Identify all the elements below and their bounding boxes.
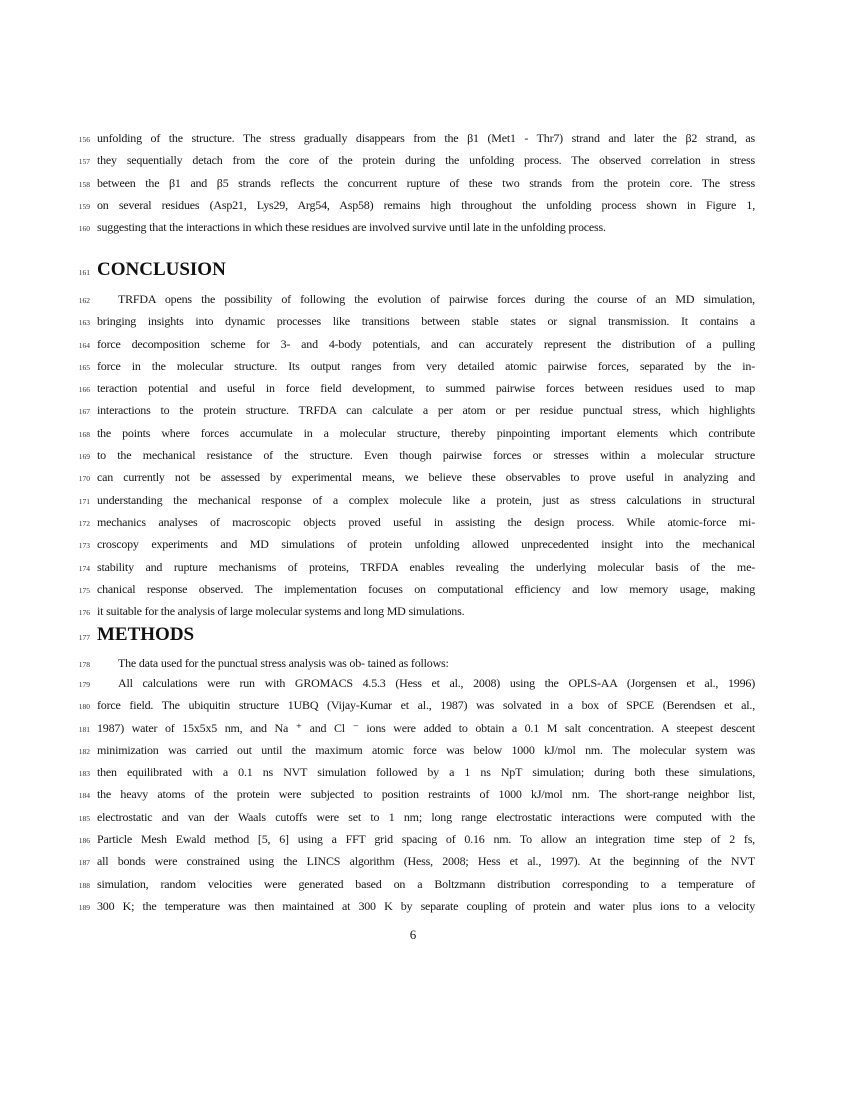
line-text: the heavy atoms of the protein were subjected to position restraints of 1000 kJ/mol nm. The short-range neighbor list, — [97, 787, 755, 802]
text-line — [71, 311, 755, 333]
text-line — [71, 445, 755, 467]
line-text: can currently not be assessed by experimental means, we believe these observables to prove useful in analyzing and — [97, 470, 755, 485]
line-number: 179 — [78, 680, 90, 689]
section-heading-methods — [71, 623, 755, 650]
text-line — [71, 490, 755, 512]
line-number: 173 — [78, 541, 90, 551]
line-text: All calculations were run with GROMACS 4.5.3 (Hess et al., 2008) using the OPLS-AA (Jorgensen et al., 1996) — [118, 676, 755, 690]
line-number: 175 — [78, 585, 90, 595]
line-text: it suitable for the analysis of large molecular systems and long MD simulations. — [97, 604, 465, 619]
text-line — [71, 173, 755, 195]
text-line — [71, 784, 755, 806]
text-line — [71, 334, 755, 356]
text-line — [71, 807, 755, 829]
line-number: 178 — [78, 660, 90, 669]
line-text: on several residues (Asp21, Lys29, Arg54, Asp58) remains high throughout the unfolding process shown in Figure 1, — [97, 197, 755, 212]
line-number: 174 — [78, 563, 90, 573]
paragraph-conclusion — [71, 289, 755, 623]
paragraph-methods-body — [71, 673, 755, 918]
text-line — [71, 673, 755, 695]
line-number: 183 — [78, 769, 90, 779]
line-text: all bonds were constrained using the LINCS algorithm (Hess, 2008; Hess et al., 1997). At the beginning of the NVT — [97, 854, 755, 869]
text-line — [71, 467, 755, 489]
line-number: 156 — [78, 135, 90, 144]
line-number: 164 — [78, 340, 90, 350]
line-number: 180 — [78, 702, 90, 712]
line-number: 169 — [78, 452, 90, 462]
line-number: 188 — [78, 880, 90, 890]
line-number: 163 — [78, 318, 90, 328]
line-number: 159 — [78, 201, 90, 211]
section-heading-conclusion — [71, 258, 755, 285]
text-line — [71, 128, 755, 150]
line-text: between the β1 and β5 strands reflects the concurrent rupture of these two strands from the protein core. The stress — [97, 175, 755, 190]
line-number: 185 — [78, 813, 90, 823]
line-text: teraction potential and useful in force field development, to summed pairwise forces between residues used to map — [97, 381, 755, 396]
line-text: Particle Mesh Ewald method [5, 6] using a FFT grid spacing of 0.16 nm. To allow an integration time step of 2 fs, — [97, 832, 755, 847]
line-text: to the mechanical resistance of the structure. Even though pairwise forces or stresses within a molecular structure — [97, 448, 755, 463]
text-line — [71, 829, 755, 851]
line-number: 158 — [78, 179, 90, 189]
line-text: minimization was carried out until the maximum atomic force was below 1000 kJ/mol nm. The molecular system was — [97, 742, 755, 757]
line-number: 160 — [78, 224, 90, 234]
line-text: mechanics analyses of macroscopic objects proved useful in assisting the design process. While atomic-force mi- — [97, 514, 755, 529]
line-text: they sequentially detach from the core of the protein during the unfolding process. The observed correlation in stress — [97, 153, 755, 168]
text-line — [71, 740, 755, 762]
line-number: 176 — [78, 608, 90, 618]
line-text: TRFDA opens the possibility of following the evolution of pairwise forces during the course of an MD simulation, — [118, 292, 755, 306]
text-line — [71, 695, 755, 717]
conclusion-heading: CONCLUSION — [97, 259, 226, 280]
text-line — [71, 762, 755, 784]
line-number: 170 — [78, 474, 90, 484]
line-number: 171 — [78, 496, 90, 506]
line-text: suggesting that the interactions in which these residues are involved survive until late in the unfolding process. — [97, 220, 606, 235]
line-number: 187 — [78, 858, 90, 868]
line-number: 184 — [78, 791, 90, 801]
text-line — [71, 217, 755, 239]
paragraph-unfolding — [71, 128, 755, 239]
text-line — [71, 874, 755, 896]
line-number: 166 — [78, 385, 90, 395]
text-line — [71, 653, 755, 675]
heading-line — [71, 623, 755, 650]
methods-heading: METHODS — [97, 624, 195, 645]
text-line — [71, 423, 755, 445]
text-line — [71, 601, 755, 623]
line-text: force decomposition scheme for 3- and 4-body potentials, and can accurately represent the distribution of a pulling — [97, 336, 755, 351]
text-line — [71, 195, 755, 217]
paragraph-methods-intro — [71, 653, 755, 675]
line-number: 177 — [78, 633, 90, 642]
text-line — [71, 896, 755, 918]
text-line — [71, 534, 755, 556]
line-number: 161 — [78, 268, 90, 277]
line-text: force field. The ubiquitin structure 1UBQ (Vijay-Kumar et al., 1987) was solvated in a box of SPCE (Berendsen et al., — [97, 698, 755, 713]
text-line — [71, 718, 755, 740]
line-number: 181 — [78, 724, 90, 734]
line-number: 172 — [78, 518, 90, 528]
line-number: 186 — [78, 836, 90, 846]
line-number: 182 — [78, 746, 90, 756]
line-text: The data used for the punctual stress analysis was ob- tained as follows: — [118, 656, 449, 670]
line-text: croscopy experiments and MD simulations of protein unfolding allowed unprecedented insight into the mechanical — [97, 537, 755, 552]
line-text: 300 K; the temperature was then maintained at 300 K by separate coupling of protein and water plus ions to a velocity — [97, 898, 755, 913]
line-text: 1987) water of 15x5x5 nm, and Na ⁺ and Cl ⁻ ions were added to obtain a 0.1 M salt concentration. A steepest descent — [97, 720, 755, 735]
line-text: then equilibrated with a 0.1 ns NVT simulation followed by a 1 ns NpT simulation; during both these simulations, — [97, 765, 755, 780]
line-text: unfolding of the structure. The stress gradually disappears from the β1 (Met1 - Thr7) strand and later the β2 strand, as — [97, 131, 755, 145]
page-number: 6 — [409, 927, 417, 942]
line-text: simulation, random velocities were generated based on a Boltzmann distribution corresponding to a temperature of — [97, 876, 755, 891]
text-line — [71, 557, 755, 579]
text-line — [71, 150, 755, 172]
line-number: 189 — [78, 902, 90, 912]
line-text: chanical response observed. The implementation focuses on computational efficiency and low memory usage, making — [97, 581, 755, 596]
line-number: 162 — [78, 296, 90, 305]
text-line — [71, 851, 755, 873]
text-line — [71, 579, 755, 601]
line-number: 157 — [78, 157, 90, 167]
line-text: stability and rupture mechanisms of proteins, TRFDA enables revealing the underlying molecular basis of the me- — [97, 559, 755, 574]
text-line — [71, 378, 755, 400]
line-text: bringing insights into dynamic processes like transitions between stable states or signal transmission. It contains a — [97, 314, 755, 329]
line-text: force in the molecular structure. Its output ranges from very detailed atomic pairwise forces, separated by the in- — [97, 358, 755, 373]
text-line — [71, 512, 755, 534]
text-line — [71, 400, 755, 422]
line-text: understanding the mechanical response of a complex molecule like a protein, just as stress calculations in structural — [97, 492, 755, 507]
line-text: the points where forces accumulate in a molecular structure, thereby pinpointing important elements which contribute — [97, 425, 755, 440]
line-text: interactions to the protein structure. TRFDA can calculate a per atom or per residue punctual stress, which highlights — [97, 403, 755, 418]
line-number: 168 — [78, 429, 90, 439]
line-text: electrostatic and van der Waals cutoffs were set to 1 nm; long range electrostatic interactions were computed with the — [97, 809, 755, 824]
text-line — [71, 289, 755, 311]
line-number: 167 — [78, 407, 90, 417]
line-number: 165 — [78, 362, 90, 372]
text-line — [71, 356, 755, 378]
heading-line — [71, 258, 755, 285]
